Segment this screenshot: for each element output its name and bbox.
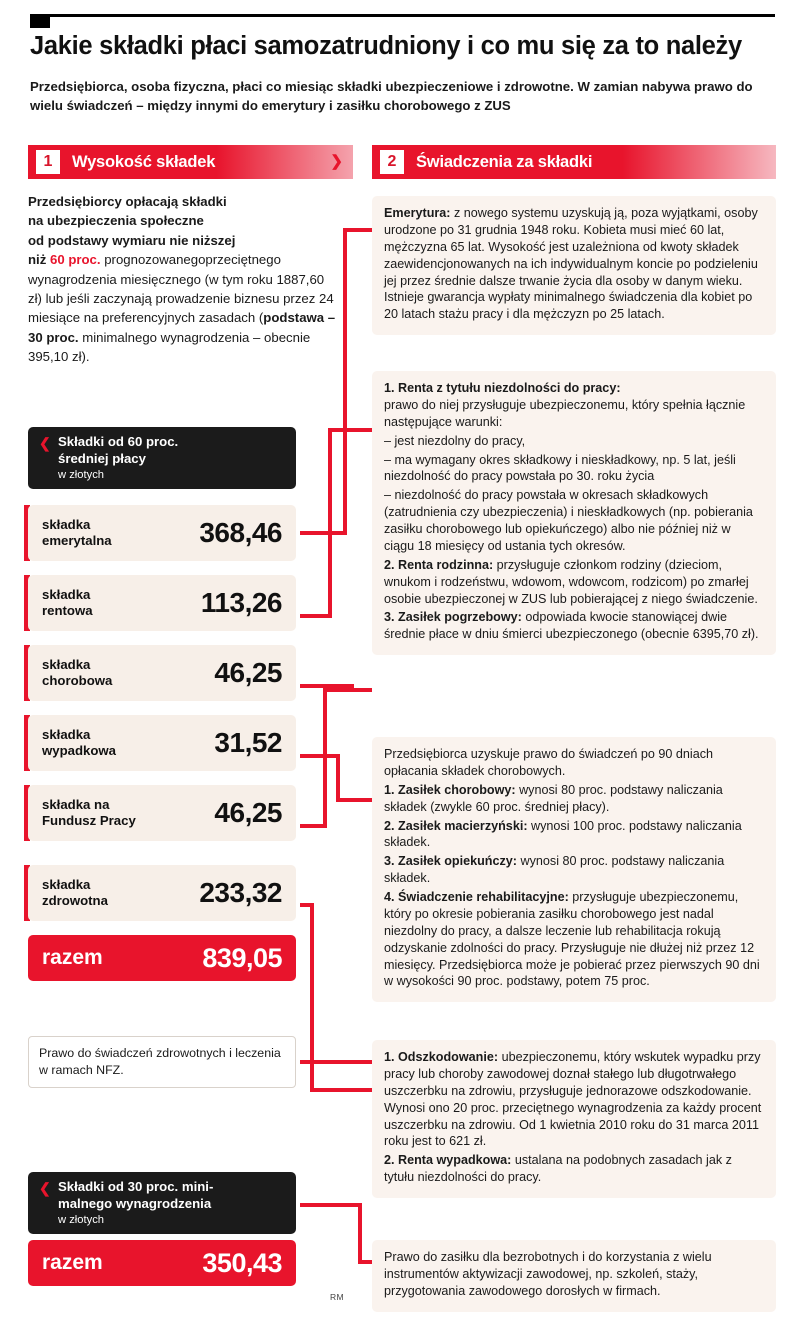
row-label-line1: składka na: [42, 797, 110, 813]
benefit-paragraph: – niezdolność do pracy powstała w okresach składkowych (zatrudnienia czy ubezpieczenia) i nieskładkowych (np. pobierania zasiłku chorobowego lub opiekuńczego) albo nie później niż w ciągu 18 miesięcy od ustania tych okresów.: [384, 488, 753, 553]
benefit-lead: 3. Zasiłek opiekuńczy:: [384, 854, 517, 869]
table-row: [28, 575, 296, 631]
benefit-lead: 2. Renta rodzinna:: [384, 557, 494, 572]
table-row: [28, 505, 296, 561]
benefit-paragraph: [384, 380, 764, 431]
benefit-text: wynosi 80 proc. podstawy naliczania składek.: [384, 854, 725, 886]
row-label: [42, 587, 93, 619]
row-value: 233,32: [199, 877, 282, 908]
benefit-text: wynosi 100 proc. podstawy naliczania składek.: [384, 818, 742, 850]
benefit-lead: Emerytura:: [384, 206, 451, 220]
row-label: [42, 657, 112, 689]
group-header-60: [28, 427, 296, 489]
benefit-lead: 1. Zasiłek chorobowy:: [384, 782, 516, 797]
intro-line-2: na ubezpieczenia społeczne: [28, 213, 204, 229]
benefit-lead: 4. Świadczenie rehabilitacyjne:: [384, 890, 569, 904]
benefit-paragraph: [384, 818, 764, 852]
benefit-paragraph: – jest niezdolny do pracy,: [384, 433, 526, 448]
benefit-box-bezrobotni: [372, 1240, 776, 1312]
row-label-line2: wypadkowa: [42, 743, 117, 758]
benefit-paragraph: [384, 1152, 764, 1186]
page-deck: Przedsiębiorca, osoba fizyczna, płaci co miesiąc składki ubezpieczeniowe i zdrowotne. W zamian nabywa prawo do wielu świadczeń – między innymi do emerytury i zasiłku chorobowego z ZUS: [30, 79, 753, 113]
table-row: [28, 785, 296, 841]
benefit-paragraph: [384, 889, 764, 990]
credit-label: RM: [330, 1292, 345, 1302]
row-label-line1: składka: [42, 587, 91, 603]
group-header-60-line2: średniej płacy: [58, 450, 146, 466]
intro-rest-2: minimalnego wynagrodzenia – obecnie 395,10 zł).: [28, 329, 311, 365]
benefit-paragraph: [384, 557, 764, 608]
total-value: 350,43: [202, 1247, 282, 1278]
nfz-note: Prawo do świadczeń zdrowotnych i leczenia w ramach NFZ.: [28, 1036, 296, 1088]
row-label-line1: składka: [42, 877, 91, 893]
chevron-down-icon: ❮: [39, 1180, 51, 1196]
group-header-30-line1: Składki od 30 proc. mini-: [58, 1179, 214, 1194]
row-label-line2: zdrowotna: [42, 893, 108, 908]
table-row: [28, 715, 296, 771]
chevron-right-icon: ❯: [330, 153, 343, 170]
row-label-line1: składka: [42, 657, 91, 673]
benefit-box-emerytura: [372, 196, 776, 335]
section-title-2: Świadczenia za składki: [416, 152, 593, 171]
row-label: [42, 727, 116, 759]
benefit-paragraph: [384, 205, 764, 323]
benefit-lead: 2. Renta wypadkowa:: [384, 1153, 512, 1168]
group-header-60-unit: w złotych: [58, 469, 105, 481]
left-intro-text: [28, 192, 340, 367]
group-header-30-unit: w złotych: [58, 1214, 105, 1226]
row-value: 46,25: [214, 797, 282, 828]
benefit-lead: 2. Zasiłek macierzyński:: [384, 818, 528, 833]
section-number-2: 2: [380, 150, 404, 174]
total-label: razem: [42, 1251, 103, 1275]
table-row: [28, 865, 296, 921]
benefit-text: ubezpieczonemu, który wskutek wypadku przy pracy lub choroby zawodowej doznał stałego lub długotrwałego uszczerbku na zdrowiu, przysługuje jednorazowe odszkodowanie. Wynosi ono 20 proc. przeciętnego wynagrodzenia za każdy procent uszczerbku na zdrowiu. Od 1 kwietnia 2010 roku do 31 marca 2011 roku jest to 621 zł.: [384, 1050, 762, 1149]
benefit-paragraph: – ma wymagany okres składkowy i nieskładkowy, np. 5 lat, jeśli niezdolność do pracy powstała po 30. roku życia: [384, 452, 736, 484]
benefit-paragraph: [384, 853, 764, 887]
benefit-text: przysługuje członkom rodziny (dzieciom, wnukom i rodzeństwu, wdowom, wdowcom, rodzicom) po zmarłej osobie ubezpieczonej w ZUS lub pobierającej z niego świadczenie.: [384, 557, 758, 606]
row-label-line2: rentowa: [42, 603, 93, 618]
intro-highlight-60: 60 proc.: [49, 252, 101, 268]
section-title-1: Wysokość składek: [72, 152, 216, 171]
group-header-30: [28, 1172, 296, 1234]
row-label-line2: emerytalna: [42, 533, 112, 548]
benefit-text: odpowiada kwocie stanowiącej dwie średnie płace w dniu śmierci ubezpieczonego (obecnie 6395,70 zł).: [384, 610, 759, 642]
group-header-30-line2: malnego wynagrodzenia: [58, 1195, 212, 1211]
intro-line-4b: prognozowanego: [100, 252, 206, 268]
benefit-paragraph: [384, 782, 764, 816]
benefit-text: ustalana na podobnych zasadach jak z tytułu niezdolności do pracy.: [384, 1153, 732, 1185]
row-label-line2: chorobowa: [42, 673, 113, 688]
group-header-60-line1: Składki od 60 proc.: [58, 434, 179, 449]
intro-bold-podstawa: podstawa – 30 proc.: [28, 310, 336, 345]
intro-line-1: Przedsiębiorcy opłacają składki: [28, 194, 227, 209]
benefit-paragraph: [384, 609, 764, 643]
row-value: 46,25: [214, 657, 282, 688]
benefit-paragraph: [384, 1049, 764, 1150]
total-value: 839,05: [202, 942, 282, 973]
benefit-text: z nowego systemu uzyskują ją, poza wyjątkami, osoby urodzone po 31 grudnia 1948 roku. Kobieta musi mieć 60 lat, mężczyzna 65 lat. Wysokość jest uzależniona od kwoty składek zaewidencjonowanych na ich indywidualnym koncie po podzieleniu jej przez średnie dalsze trwanie życia dla osoby w danym wieku. Istnieje gwarancja wypłaty minimalnego świadczenia dla kobiet po 20 latach stażu pracy i dla mężczyzn po 25 latach.: [384, 206, 758, 322]
row-value: 368,46: [199, 517, 282, 548]
benefit-box-zasilki: [372, 737, 776, 1002]
section-number-1: 1: [36, 150, 60, 174]
benefit-box-wypadkowe: [372, 1040, 776, 1198]
row-label: [42, 797, 136, 829]
intro-rest-1: przeciętnego wynagrodzenia miesięcznego (w tym roku 1887,60 zł) lub jeśli zaczynają prowadzenie biznesu przez 24 miesiące na preferencyjnych zasadach (: [28, 252, 334, 326]
benefit-lead: 1. Odszkodowanie:: [384, 1050, 499, 1064]
intro-line-3: od podstawy wymiaru nie niższej: [28, 232, 236, 248]
chevron-down-icon: ❮: [39, 435, 51, 451]
total-row-30: [28, 1240, 296, 1286]
table-row: [28, 645, 296, 701]
benefit-lead: 3. Zasiłek pogrzebowy:: [384, 610, 522, 625]
benefit-text: wynosi 80 proc. podstawy naliczania składek (zwykle 60 proc. średniej płacy).: [384, 782, 723, 814]
benefit-lead: 1. Renta z tytułu niezdolności do pracy:: [384, 381, 621, 395]
top-rule: [30, 14, 775, 17]
section-banner-1: [28, 145, 353, 179]
section-banner-2: [372, 145, 776, 179]
benefit-text: prawo do niej przysługuje ubezpieczonemu, który spełnia łącznie następujące warunki:: [384, 397, 746, 429]
row-label-line1: składka: [42, 517, 91, 533]
benefit-text: przysługuje ubezpieczonemu, który po okresie pobierania zasiłku chorobowego jest nadal niezdolny do pracy, a dalsze leczenie lub rehabilitacja rokują odzyskanie zdolności do pracy. Przysługuje nie dłużej niż przez 12 miesięcy. Przedsiębiorca może je pobierać przez pierwszych 90 dni w wysokości 90 proc. podstawy, potem 75 proc.: [384, 890, 760, 989]
page-title: Jakie składki płaci samozatrudniony i co mu się za to należy: [30, 32, 742, 60]
row-label: [42, 877, 108, 909]
benefit-box-renty: [372, 371, 776, 655]
benefit-paragraph: Przedsiębiorca uzyskuje prawo do świadczeń po 90 dniach opłacania składek chorobowych.: [384, 747, 714, 778]
intro-line-4a: niż: [28, 252, 50, 268]
row-label-line1: składka: [42, 727, 91, 743]
total-label: razem: [42, 946, 103, 970]
row-label: [42, 517, 112, 549]
benefit-paragraph: Prawo do zasiłku dla bezrobotnych i do korzystania z wielu instrumentów aktywizacji zawodowej, np. szkoleń, staży, przygotowania zawodowego dorosłych w firmach.: [384, 1250, 712, 1298]
row-value: 113,26: [200, 587, 282, 618]
total-row-60: [28, 935, 296, 981]
row-value: 31,52: [214, 727, 282, 758]
row-label-line2: Fundusz Pracy: [42, 813, 136, 828]
